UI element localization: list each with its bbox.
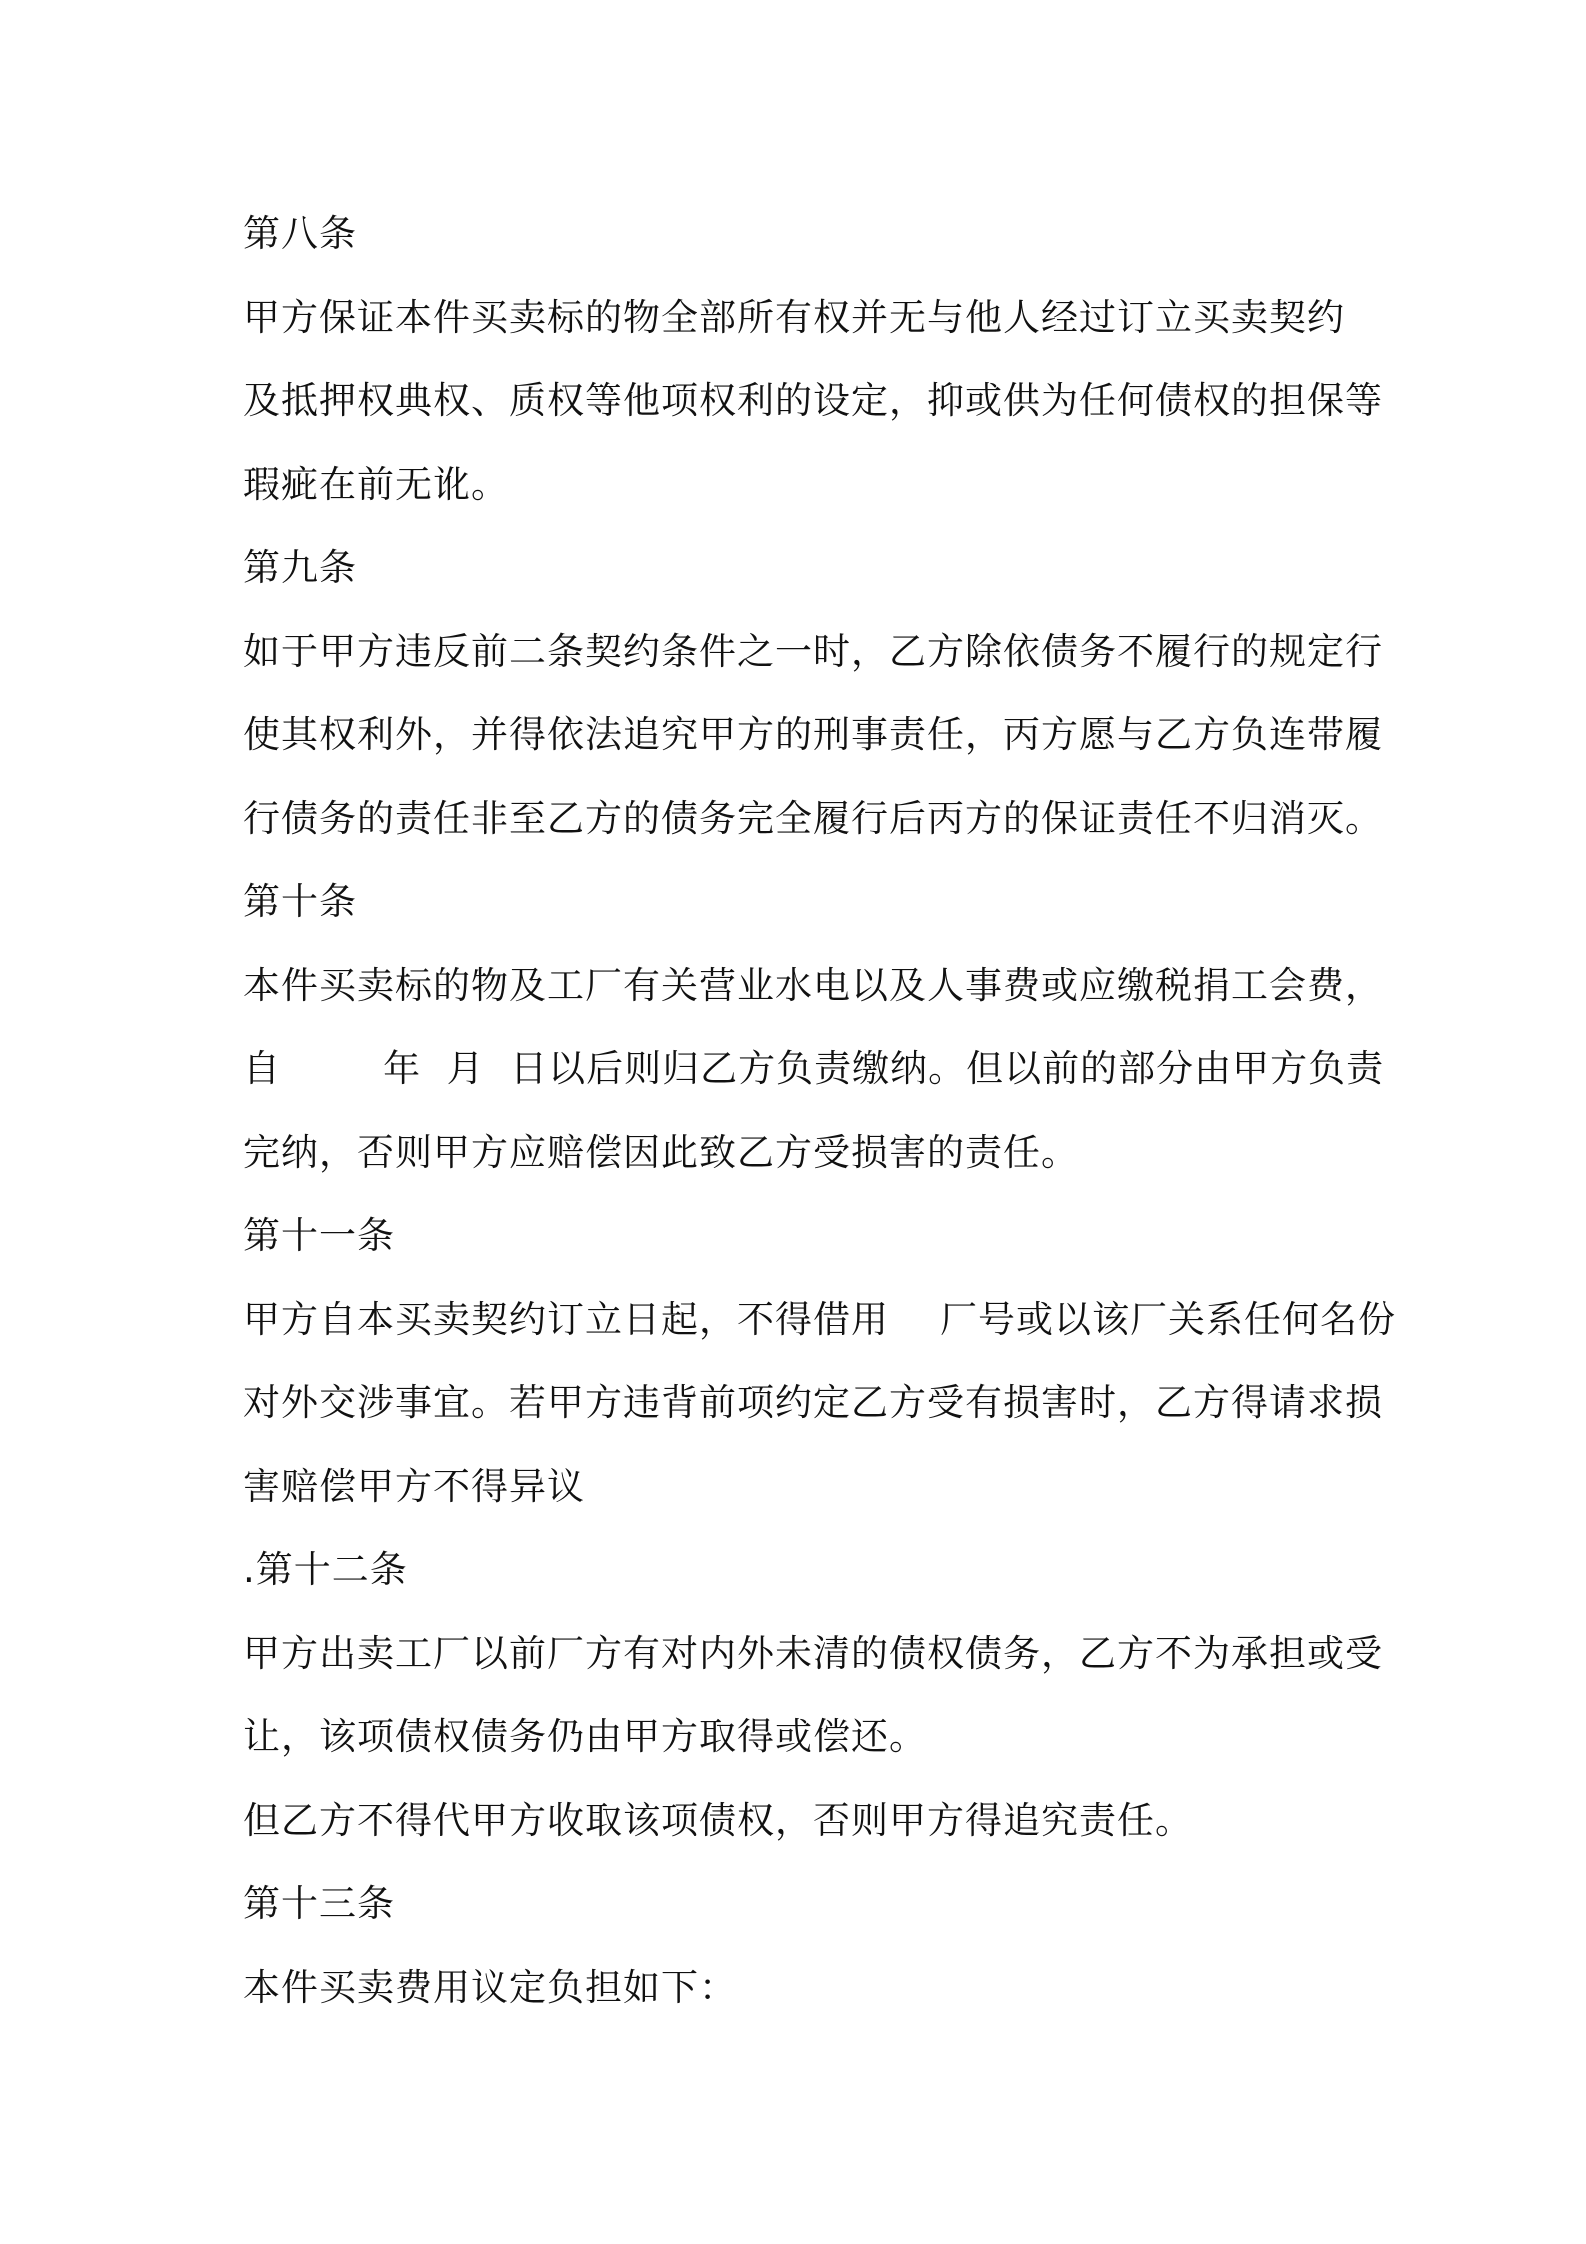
article-12-heading: .第十二条 [243,1548,408,1591]
article-8-text-line-1: 甲方保证本件买卖标的物全部所有权并无与他人经过订立买卖契约 [243,295,1345,339]
article-9-text-line-1: 如于甲方违反前二条契约条件之一时，乙方除依债务不履行的规定行 [243,629,1383,673]
article-10-text-line-1: 本件买卖标的物及工厂有关营业水电以及人事费或应缴税捐工会费， [243,963,1383,1007]
article-9-text-line-2: 使其权利外，并得依法追究甲方的刑事责任，丙方愿与乙方负连带履 [243,713,1383,756]
article-13-heading: 第十三条 [243,1882,395,1925]
article-8-text-line-3: 瑕疵在前无讹。 [243,462,509,506]
article-9-heading: 第九条 [243,546,357,589]
article-12-text-line-1: 甲方出卖工厂以前厂方有对内外未清的债权债务，乙方不为承担或受 [243,1631,1383,1675]
article-10-text-line-2: 自 年 月 日以后则归乙方负责缴纳。但以前的部分由甲方负责 [243,1047,1385,1090]
article-11-heading: 第十一条 [243,1214,395,1257]
article-8-text-line-2: 及抵押权典权、质权等他项权利的设定，抑或供为任何债权的担保等 [243,379,1383,422]
article-10-heading: 第十条 [243,880,357,923]
article-11-text-line-3: 害赔偿甲方不得异议 [243,1464,585,1508]
article-13-text-line-1: 本件买卖费用议定负担如下： [243,1965,737,2009]
article-11-text-line-1: 甲方自本买卖契约订立日起，不得借用 厂号或以该厂关系任何名份 [243,1297,1397,1341]
article-10-text-line-3: 完纳，否则甲方应赔偿因此致乙方受损害的责任。 [243,1130,1079,1174]
article-8-heading: 第八条 [243,212,357,255]
article-9-text-line-3: 行债务的责任非至乙方的债务完全履行后丙方的保证责任不归消灭。 [243,796,1383,840]
document-body [243,192,1397,2029]
article-12-text-line-2: 让，该项债权债务仍由甲方取得或偿还。 [243,1715,927,1758]
article-11-text-line-2: 对外交涉事宜。若甲方违背前项约定乙方受有损害时，乙方得请求损 [243,1381,1383,1424]
article-12-text-line-3: 但乙方不得代甲方收取该项债权，否则甲方得追究责任。 [243,1798,1193,1842]
